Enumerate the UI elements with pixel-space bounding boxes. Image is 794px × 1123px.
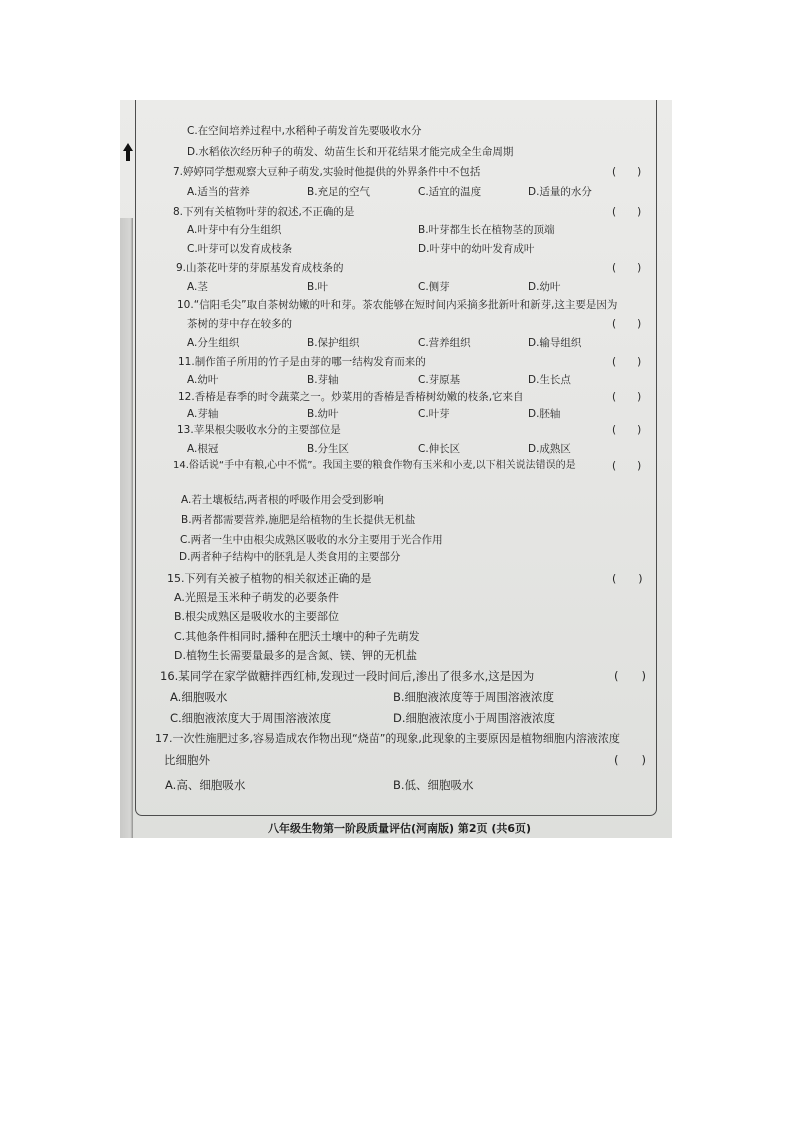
question-16-option-b: B.细胞液浓度等于周围溶液浓度 — [393, 690, 555, 704]
question-17-option-b: B.低、细胞吸水 — [393, 778, 474, 792]
question-14-option-d: D.两者种子结构中的胚乳是人类食用的主要部分 — [179, 551, 401, 563]
page-edge-mark — [122, 142, 134, 162]
question-9-option-b: B.叶 — [307, 281, 329, 293]
question-6-option-c: C.在空间培养过程中,水稻种子萌发首先要吸收水分 — [187, 125, 422, 137]
question-8-option-b: B.叶芽都生长在植物茎的顶端 — [418, 224, 555, 236]
question-10-stem: 10.“信阳毛尖”取自茶树幼嫩的叶和芽。茶农能够在短时间内采摘多批新叶和新芽,这主要是因为 — [177, 299, 618, 311]
question-15-answer-blank: ( ) — [612, 572, 643, 585]
question-16-answer-blank: ( ) — [614, 669, 646, 683]
question-9-option-a: A.茎 — [187, 281, 208, 293]
question-8-stem: 8.下列有关植物叶芽的叙述,不正确的是 — [173, 206, 355, 218]
question-9-answer-blank: ( ) — [612, 262, 642, 274]
question-7-option-a: A.适当的营养 — [187, 186, 250, 198]
question-12-stem: 12.香椿是春季的时令蔬菜之一。炒菜用的香椿是香椿树幼嫩的枝条,它来自 — [178, 391, 524, 403]
question-10-answer-blank: ( ) — [612, 318, 642, 330]
question-10-option-b: B.保护组织 — [307, 337, 360, 349]
question-11-answer-blank: ( ) — [612, 356, 642, 368]
question-10-stem-continued: 茶树的芽中存在较多的 — [187, 318, 292, 330]
question-8-option-a: A.叶芽中有分生组织 — [187, 224, 282, 236]
question-17-option-a: A.高、细胞吸水 — [165, 778, 246, 792]
question-12-option-d: D.胚轴 — [528, 408, 561, 420]
question-7-option-c: C.适宜的温度 — [418, 186, 482, 198]
question-15-option-a: A.光照是玉米种子萌发的必要条件 — [174, 591, 339, 604]
question-7-option-b: B.充足的空气 — [307, 186, 371, 198]
question-15-stem: 15.下列有关被子植物的相关叙述正确的是 — [167, 572, 372, 585]
question-14-stem: 14.俗话说“手中有粮,心中不慌”。我国主要的粮食作物有玉米和小麦,以下相关说法错误的是 — [173, 460, 576, 471]
question-10-option-c: C.营养组织 — [418, 337, 471, 349]
question-17-stem-continued: 比细胞外 — [164, 753, 210, 767]
question-10-option-a: A.分生组织 — [187, 337, 240, 349]
question-7-stem: 7.婷婷同学想观察大豆种子萌发,实验时他提供的外界条件中不包括 — [173, 166, 481, 178]
question-16-option-d: D.细胞液浓度小于周围溶液浓度 — [393, 711, 556, 725]
question-11-stem: 11.制作笛子所用的竹子是由芽的哪一结构发育而来的 — [178, 356, 426, 368]
question-17-answer-blank: ( ) — [614, 753, 646, 767]
question-13-option-b: B.分生区 — [307, 443, 350, 455]
page-footer: 八年级生物第一阶段质量评估(河南版) 第2页 (共6页) — [268, 822, 532, 835]
question-8-option-c: C.叶芽可以发育成枝条 — [187, 243, 293, 255]
question-6-option-d: D.水稻依次经历种子的萌发、幼苗生长和开花结果才能完成全生命周期 — [187, 146, 514, 158]
question-13-option-c: C.伸长区 — [418, 443, 461, 455]
question-12-option-a: A.芽轴 — [187, 408, 219, 420]
question-9-option-d: D.幼叶 — [528, 281, 561, 293]
question-15-option-c: C.其他条件相同时,播种在肥沃土壤中的种子先萌发 — [174, 630, 420, 643]
question-17-stem: 17.一次性施肥过多,容易造成农作物出现“烧苗”的现象,此现象的主要原因是植物细胞内溶液浓度 — [155, 732, 620, 745]
question-15-option-b: B.根尖成熟区是吸收水的主要部位 — [174, 610, 340, 623]
exam-page-photo — [120, 100, 672, 838]
question-8-answer-blank: ( ) — [612, 206, 642, 218]
question-14-option-b: B.两者都需要营养,施肥是给植物的生长提供无机盐 — [181, 514, 416, 526]
question-16-option-a: A.细胞吸水 — [170, 690, 228, 704]
question-8-option-d: D.叶芽中的幼叶发育成叶 — [418, 243, 535, 255]
question-16-option-c: C.细胞液浓度大于周围溶液浓度 — [170, 711, 332, 725]
question-7-option-d: D.适量的水分 — [528, 186, 592, 198]
question-11-option-a: A.幼叶 — [187, 374, 219, 386]
question-12-option-b: B.幼叶 — [307, 408, 339, 420]
question-9-stem: 9.山茶花叶芽的芽原基发育成枝条的 — [176, 262, 344, 274]
question-13-stem: 13.苹果根尖吸收水分的主要部位是 — [177, 424, 341, 436]
question-13-option-a: A.根冠 — [187, 443, 219, 455]
question-13-option-d: D.成熟区 — [528, 443, 571, 455]
question-11-option-c: C.芽原基 — [418, 374, 461, 386]
question-11-option-d: D.生长点 — [528, 374, 571, 386]
question-10-option-d: D.输导组织 — [528, 337, 582, 349]
question-14-option-c: C.两者一生中由根尖成熟区吸收的水分主要用于光合作用 — [180, 534, 443, 546]
question-13-answer-blank: ( ) — [612, 424, 642, 436]
question-12-option-c: C.叶芽 — [418, 408, 450, 420]
question-9-option-c: C.侧芽 — [418, 281, 450, 293]
question-11-option-b: B.芽轴 — [307, 374, 339, 386]
question-15-option-d: D.植物生长需要量最多的是含氮、镁、钾的无机盐 — [174, 649, 417, 662]
adjacent-page-edge — [120, 218, 133, 838]
question-14-option-a: A.若土壤板结,两者根的呼吸作用会受到影响 — [181, 494, 384, 506]
question-7-answer-blank: ( ) — [612, 166, 642, 178]
question-16-stem: 16.某同学在家学做糖拌西红柿,发现过一段时间后,渗出了很多水,这是因为 — [160, 669, 535, 683]
question-14-answer-blank: ( ) — [612, 460, 642, 472]
question-12-answer-blank: ( ) — [612, 391, 642, 403]
